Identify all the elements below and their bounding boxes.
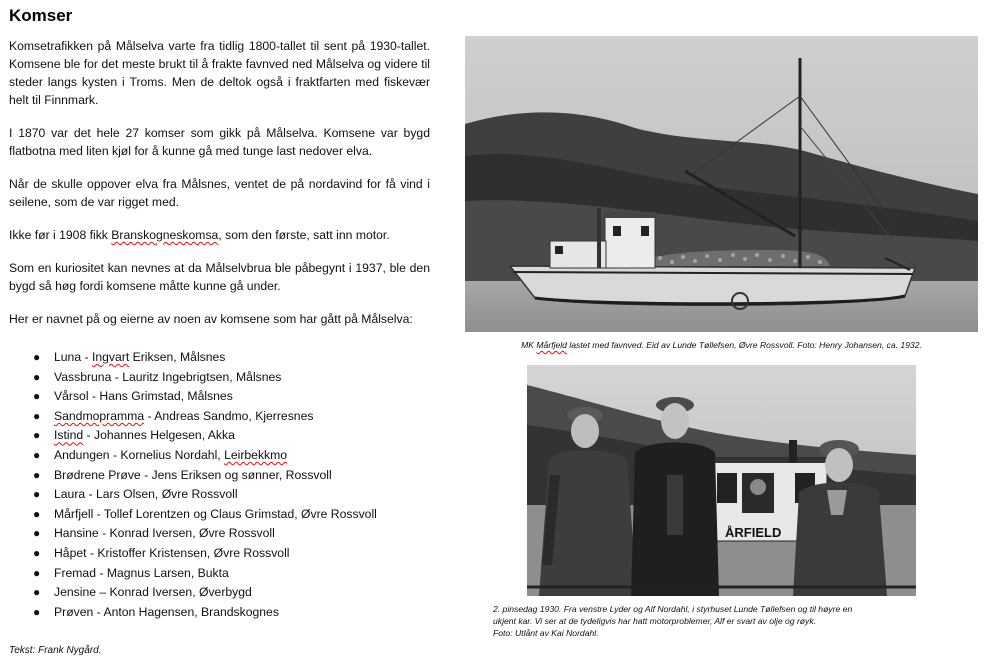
- list-item: ● Prøven - Anton Hagensen, Brandskognes: [9, 603, 430, 623]
- spellcheck-word[interactable]: Leirbekkmo: [224, 447, 288, 462]
- photo-three-men-caption: [493, 603, 963, 639]
- list-item: ● Istind - Johannes Helgesen, Akka: [9, 426, 430, 446]
- photo-boat-firewood: [465, 36, 978, 332]
- text-credit: Tekst: Frank Nygård.: [9, 645, 102, 656]
- boat-name-text: ÅRFIELD: [725, 525, 782, 540]
- caption-line: ukjent kar. Vi ser at de tydeligvis har hatt motorproblemer, Alf er svart av olje og røyk.: [493, 616, 817, 626]
- spellcheck-word[interactable]: Ingvart: [91, 350, 130, 364]
- list-item: ● Luna - Ingvart Eriksen, Målsnes: [9, 348, 430, 368]
- photo-boat-firewood-drawing: [465, 36, 978, 332]
- list-item: ● Brødrene Prøve - Jens Eriksen og sønner, Rossvoll: [9, 466, 430, 486]
- list-item: ● Laura - Lars Olsen, Øvre Rossvoll: [9, 485, 430, 505]
- article-body: [9, 37, 430, 622]
- paragraph-list-intro: Her er navnet på og eierne av noen av komsene som har gått på Målselva:: [9, 312, 413, 326]
- bullet-icon: ●: [33, 585, 41, 600]
- owners-list: [9, 348, 430, 622]
- photo-three-men: [527, 365, 916, 596]
- article-title: Komser: [9, 6, 73, 25]
- paragraph-bridge: Som en kuriositet kan nevnes at da Målselvbrua ble påbegynt i 1937, ble den bygd så høg fordi komsene måtte kunne gå under.: [9, 261, 430, 293]
- list-item: ● Jensine – Konrad Iversen, Øverbygd: [9, 583, 430, 603]
- bullet-icon: ●: [33, 467, 41, 482]
- bullet-icon: ●: [33, 350, 41, 364]
- bullet-icon: ●: [33, 408, 41, 423]
- paragraph-motor: [9, 226, 430, 244]
- spellcheck-word[interactable]: Istind: [54, 428, 84, 443]
- photo-boat-firewood-caption: MK Mårfjeld lastet med favnved. Eid av Lunde Tøllefsen, Øvre Rossvoll. Foto: Henry Johansen, ca. 1932.: [521, 340, 922, 350]
- list-item: ● Vassbruna - Lauritz Ingebrigtsen, Målsnes: [9, 368, 430, 388]
- paragraph-motor-pre: Ikke før i 1908 fikk: [9, 228, 112, 242]
- bullet-icon: ●: [33, 545, 41, 560]
- caption-line: 2. pinsedag 1930. Fra venstre Lyder og Alf Nordahl, i styrhuset Lunde Tøllefsen og til høyre en: [493, 604, 853, 614]
- paragraph-wind: Når de skulle oppover elva fra Målsnes, ventet de på nordavind for få vind i seilene, som de var rigget med.: [9, 177, 430, 209]
- list-item: ● Fremad - Magnus Larsen, Bukta: [9, 564, 430, 584]
- caption-line: Foto: Utlånt av Kai Nordahl.: [493, 628, 599, 638]
- bullet-icon: ●: [33, 369, 41, 384]
- bullet-icon: ●: [33, 428, 41, 443]
- bullet-icon: ●: [33, 487, 41, 502]
- list-item: ● Vårsol - Hans Grimstad, Målsnes: [9, 387, 430, 407]
- photo-three-men-drawing: [527, 365, 916, 596]
- list-item: ● Hansine - Konrad Iversen, Øvre Rossvoll: [9, 524, 430, 544]
- paragraph-motor-post: , som den første, satt inn motor.: [218, 228, 390, 242]
- bullet-icon: ●: [33, 447, 41, 462]
- spellcheck-word[interactable]: Branskogneskomsa: [111, 228, 219, 242]
- list-item: ● Andungen - Kornelius Nordahl, Leirbekkmo: [9, 446, 430, 466]
- bullet-icon: ●: [33, 506, 41, 521]
- spellcheck-word[interactable]: Sandmopramma: [54, 408, 145, 423]
- list-item: ● Håpet - Kristoffer Kristensen, Øvre Rossvoll: [9, 544, 430, 564]
- bullet-icon: ●: [33, 565, 41, 580]
- list-item: ● Mårfjell - Tollef Lorentzen og Claus Grimstad, Øvre Rossvoll: [9, 505, 430, 525]
- bullet-icon: ●: [33, 526, 41, 541]
- bullet-icon: ●: [33, 389, 41, 404]
- paragraph-history: Komsetrafikken på Målselva varte fra tidlig 1800-tallet til sent på 1930-tallet. Komsene ble for det meste brukt til å frakte favnved ned Målselva og videre til steder langs kysten i Troms. Men de deltok også i fraktfarten med fiskevær helt til Finnmark.: [9, 39, 430, 107]
- spellcheck-word[interactable]: Mårfjeld: [536, 340, 567, 350]
- bullet-icon: ●: [33, 604, 41, 619]
- list-item: ● Sandmopramma - Andreas Sandmo, Kjerresnes: [9, 407, 430, 427]
- paragraph-1870: I 1870 var det hele 27 komser som gikk på Målselva. Komsene var bygd flatbotna med liten kjøl for å kunne gå med tunge last nedover elva.: [9, 126, 430, 158]
